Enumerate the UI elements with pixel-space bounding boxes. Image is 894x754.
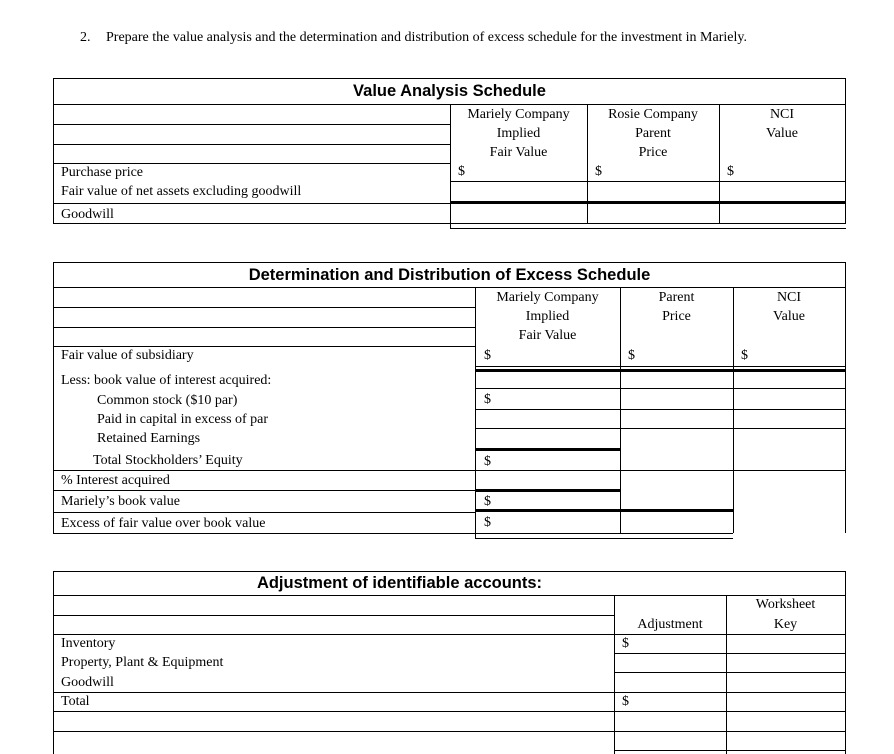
ex-row-label: Common stock ($10 par)	[97, 393, 238, 408]
va-col2-header-line2: Parent	[635, 126, 671, 141]
value-analysis-title: Value Analysis Schedule	[353, 82, 546, 100]
ex-currency-symbol: $	[628, 348, 635, 363]
adj-row-label: Property, Plant & Equipment	[61, 655, 224, 670]
va-row-label: Purchase price	[61, 165, 144, 180]
va-col3-header-line2: Value	[766, 126, 798, 141]
va-col1-header-line1: Mariely Company	[467, 107, 570, 122]
ex-row-label: Total Stockholders’ Equity	[93, 453, 243, 468]
ex-row-label: Retained Earnings	[97, 431, 201, 446]
instruction-text: Prepare the value analysis and the determination and distribution of excess schedule for the investment in Mariely.	[106, 30, 747, 45]
adj-row-label: Inventory	[61, 636, 116, 651]
va-col1-header-line3: Fair Value	[489, 145, 548, 160]
va-col1-header-line2: Implied	[496, 126, 541, 141]
ex-col1-header-line3: Fair Value	[518, 328, 577, 343]
ex-row-label: Fair value of subsidiary	[61, 348, 194, 363]
adj-row-label: Total	[61, 694, 90, 709]
adj-col2-header-line1: Worksheet	[755, 597, 816, 612]
ex-row-label: % Interest acquired	[61, 473, 170, 488]
va-col2-header-line1: Rosie Company	[608, 107, 698, 122]
va-currency-symbol: $	[595, 164, 602, 179]
va-col2-header-line3: Price	[638, 145, 668, 160]
adj-col1-header: Adjustment	[637, 617, 703, 632]
adj-currency-symbol: $	[622, 636, 629, 651]
ex-col3-header-line1: NCI	[776, 290, 802, 305]
va-row-label: Goodwill	[61, 207, 114, 222]
adj-col2-header-line2: Key	[773, 617, 798, 632]
adj-currency-symbol: $	[622, 694, 629, 709]
instruction-number: 2.	[80, 30, 91, 45]
va-row-label: Fair value of net assets excluding goodwill	[61, 184, 302, 199]
ex-col1-header-line1: Mariely Company	[496, 290, 599, 305]
ex-row-label: Paid in capital in excess of par	[97, 412, 269, 427]
va-currency-symbol: $	[458, 164, 465, 179]
adjustment-schedule-title: Adjustment of identifiable accounts:	[256, 574, 543, 592]
ex-currency-symbol: $	[484, 494, 491, 509]
ex-currency-symbol: $	[484, 454, 491, 469]
ex-currency-symbol: $	[484, 392, 491, 407]
ex-col2-header-line1: Parent	[658, 290, 695, 305]
excess-schedule-title: Determination and Distribution of Excess Schedule	[248, 266, 651, 284]
ex-row-label: Less: book value of interest acquired:	[61, 373, 272, 388]
ex-currency-symbol: $	[484, 515, 491, 530]
ex-row-label: Mariely’s book value	[61, 494, 180, 509]
ex-currency-symbol: $	[741, 348, 748, 363]
ex-col3-header-line2: Value	[773, 309, 805, 324]
va-currency-symbol: $	[727, 164, 734, 179]
ex-col2-header-line2: Price	[662, 309, 691, 324]
ex-currency-symbol: $	[484, 348, 491, 363]
ex-row-label: Excess of fair value over book value	[61, 516, 266, 531]
ex-col1-header-line2: Implied	[525, 309, 570, 324]
va-col3-header-line1: NCI	[769, 107, 795, 122]
adj-row-label: Goodwill	[61, 675, 114, 690]
